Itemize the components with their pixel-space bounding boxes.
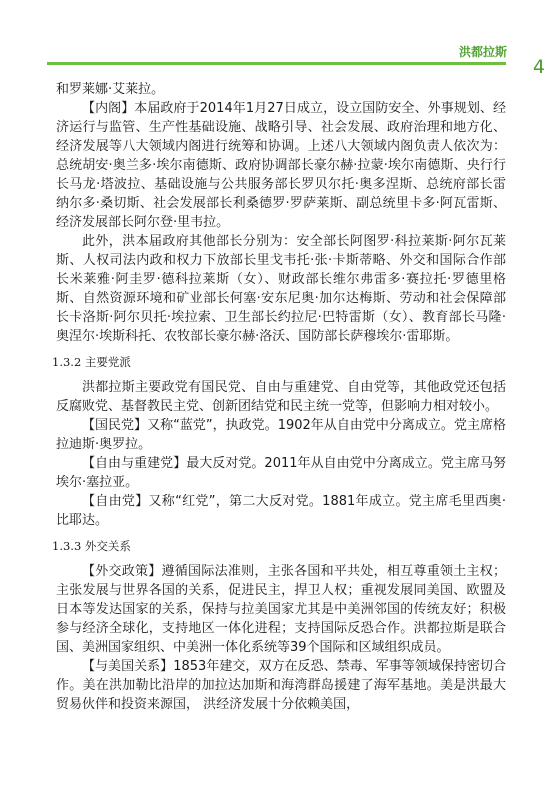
paragraph — [56, 657, 506, 714]
paragraph-text: 和罗莱娜·艾莱拉。 — [56, 82, 165, 97]
header-rule — [47, 62, 506, 65]
running-header-title: 洪都拉斯 — [458, 45, 507, 59]
paragraph — [56, 492, 506, 530]
section-heading: 1.3.3 外交关系 — [52, 539, 131, 553]
paragraph — [56, 454, 506, 492]
paragraph — [56, 562, 506, 657]
body-text — [52, 80, 506, 714]
paragraph-text: 此外，洪本届政府其他部长分别为：安全部长阿图罗·科拉莱斯·阿尔瓦莱斯、人权司法内政和权力下放部长里戈韦托·张·卡斯蒂略、外交和国际合作部长米莱雅·阿圭罗·德科拉莱斯（女）、财政部长维尔弗雷多·赛拉托·罗德里格斯、自然资源环境和矿业部长何塞·安东尼奥·加尔达梅斯、劳动和社会保障部长卡洛斯·阿尔贝托·埃拉索、卫生部长约拉尼·巴特雷斯（女）、教育部长马隆·奥涅尔·埃斯科托、农牧部长豪尔赫·洛沃、国防部长萨穆埃尔·雷耶斯。 — [56, 234, 506, 344]
paragraph — [56, 232, 506, 346]
paragraph-label: 【自由与重建党】 — [82, 456, 187, 471]
paragraph-label: 【与美国关系】 — [82, 659, 174, 674]
page-number: 4 — [532, 56, 545, 78]
paragraph — [56, 378, 506, 416]
paragraph — [56, 416, 506, 454]
section-heading: 1.3.2 主要党派 — [52, 355, 131, 369]
paragraph — [56, 80, 506, 99]
paragraph-text: 又称“红党”，第二大反对党。1881年成立。党主席毛里西奥·比耶达。 — [56, 494, 506, 528]
paragraph-text: 最大反对党。2011年从自由党中分离成立。党主席马努埃尔·塞拉亚。 — [56, 456, 506, 490]
paragraph-text: 又称“蓝党”，执政党。1902年从自由党中分离成立。党主席格拉迪斯·奥罗拉。 — [56, 418, 506, 452]
paragraph-text: 1853年建交，双方在反恐、禁毒、军事等领域保持密切合作。美在洪加勒比沿岸的加拉达加斯和海湾群岛援建了海军基地。美是洪最大贸易伙伴和投资来源国， 洪经济发展十分依赖美国， — [56, 659, 506, 712]
paragraph-label: 【外交政策】 — [82, 564, 162, 579]
paragraph-label: 【内阁】 — [82, 101, 135, 116]
paragraph-text: 遵循国际法准则，主张各国和平共处，相互尊重领土主权；主张发展与世界各国的关系，促进民主，捍卫人权；重视发展同美国、欧盟及日本等发达国家的关系，保持与拉美国家尤其是中美洲邻国的传统友好；积极参与经济全球化，支持地区一体化进程；支持国际反恐合作。洪都拉斯是联合国、美洲国家组织、中美洲一体化系统等39个国际和区域组织成员。 — [56, 564, 506, 655]
paragraph-label: 【国民党】 — [82, 418, 148, 433]
paragraph-text: 洪都拉斯主要政党有国民党、自由与重建党、自由党等，其他政党还包括反腐败党、基督教民主党、创新团结党和民主统一党等，但影响力相对较小。 — [56, 380, 506, 414]
paragraph — [56, 99, 506, 232]
paragraph-text: 本届政府于2014年1月27日成立，设立国防安全、外事规划、经济运行与监管、生产性基础设施、战略引导、社会发展、政府治理和地方化、经济发展等八大领域内阁进行统筹和协调。上述八大领域内阁负责人依次为：总统胡安·奥兰多·埃尔南德斯、政府协调部长豪尔赫·拉蒙·埃尔南德斯、央行行长马龙·塔波拉、基础设施与公共服务部长罗贝尔托·奥多涅斯、总统府部长雷纳尔多·桑切斯、社会发展部长利桑德罗·罗萨莱斯、副总统里卡多·阿瓦雷斯、经济发展部长阿尔登·里韦拉。 — [56, 101, 506, 230]
paragraph-label: 【自由党】 — [82, 494, 149, 509]
